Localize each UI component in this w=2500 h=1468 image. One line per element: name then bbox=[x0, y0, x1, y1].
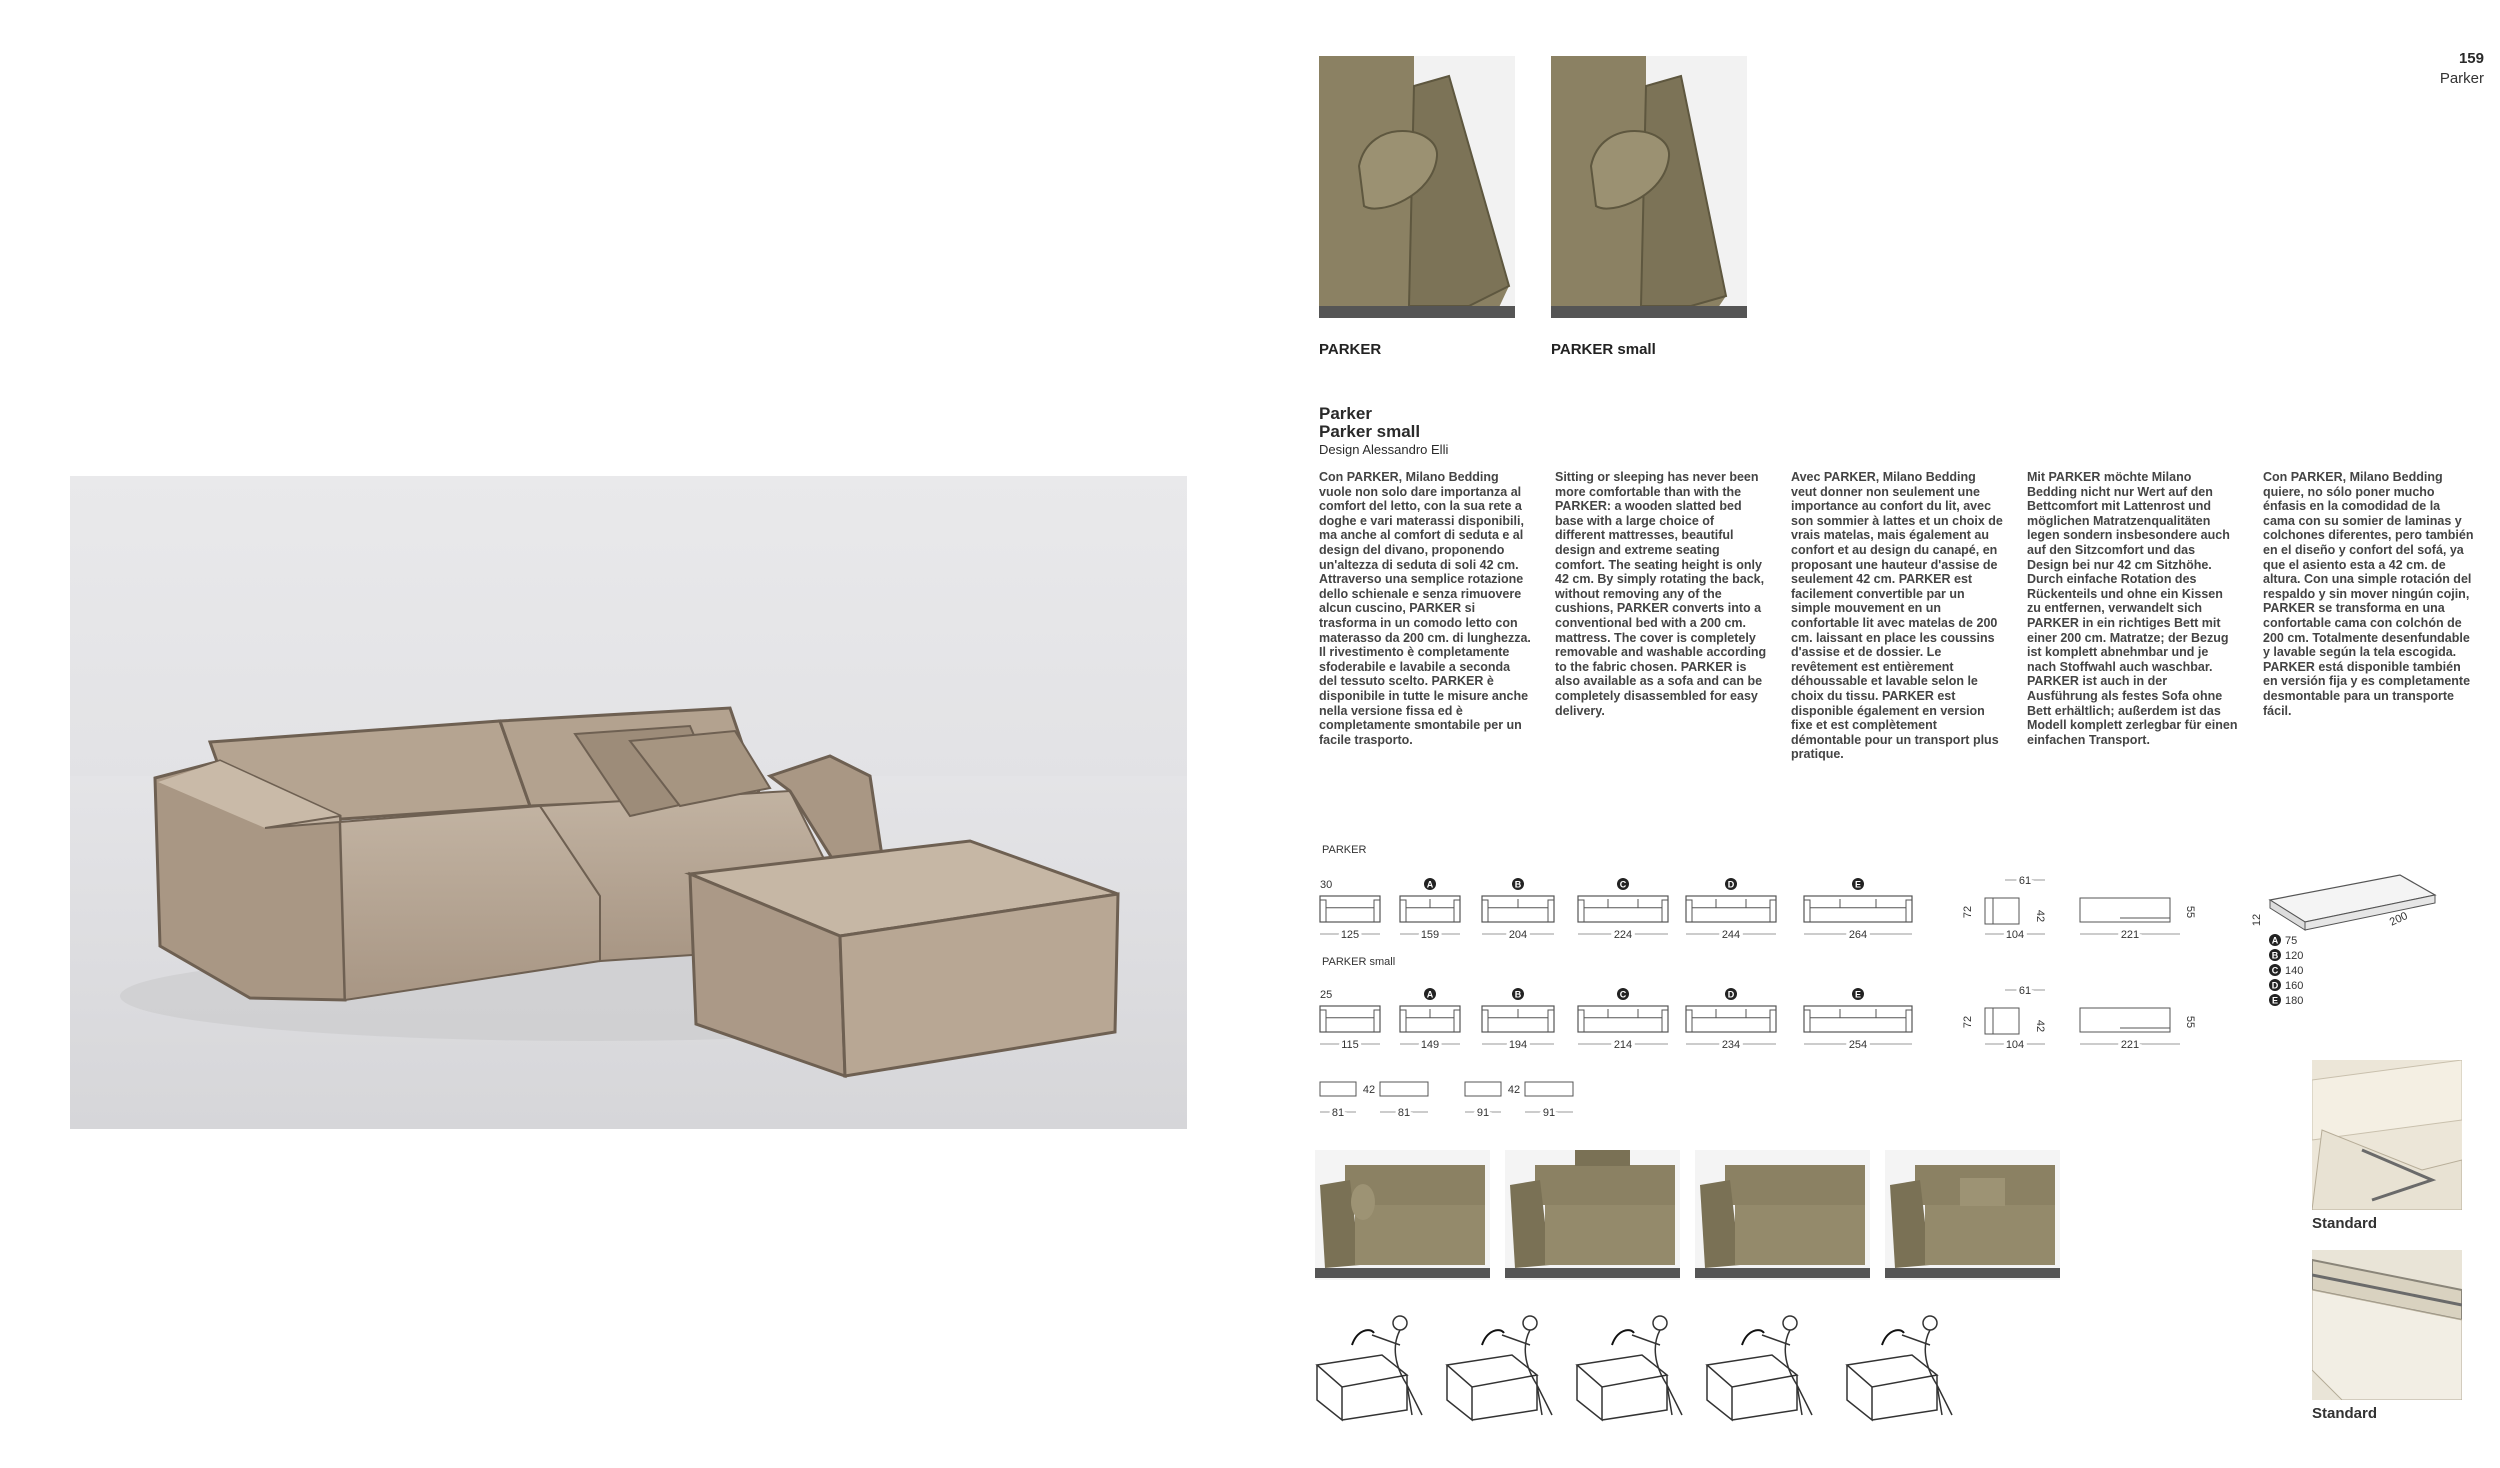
arm-right bbox=[1374, 1010, 1380, 1032]
config-pillow bbox=[1351, 1184, 1375, 1220]
step-arrow bbox=[1482, 1330, 1504, 1345]
config-photo-1 bbox=[1315, 1150, 1490, 1280]
product-title: Parker bbox=[1319, 404, 1372, 423]
mechanism-photo-1 bbox=[2312, 1060, 2462, 1210]
size-badge-letter: A bbox=[1426, 879, 1434, 890]
designer-credit: Design Alessandro Elli bbox=[1319, 442, 1449, 457]
mattress-width-value: 75 bbox=[2285, 935, 2298, 947]
dim-label-parker-small: PARKER small bbox=[1322, 956, 1396, 968]
sofa-outline bbox=[1320, 1006, 1380, 1032]
mattress-width-badge-letter: C bbox=[2271, 965, 2279, 976]
width-dim: 194 bbox=[1508, 1039, 1528, 1051]
thumb-parker-caption: PARKER bbox=[1319, 341, 1382, 358]
text-column-de: Mit PARKER möchte Milano Bedding nicht nur Wert auf den Bettcomfort mit Lattenrost und möglichen Matratzenqualitäten legen sondern insbesondere auch auf den Sitzcomfort und das Design bei nur 42 cm Sitzhöhe. Durch einfache Rotation des Rückenteils und ohne ein Kissen zu entfernen, verwandelt sich PARKER in ein richtiges Bett mit einer 200 cm. Matratze; der Bezug ist komplett abnehmbar und je nach Stoffwahl auch waschbar. PARKER ist auch in der Ausführung als festes Sofa ohne Bett erhältlich; außerdem ist das Modell komplett zerlegbar für einen einfachen Transport. bbox=[2027, 470, 2238, 747]
opening-steps-illustrations bbox=[1312, 1305, 2012, 1425]
config-back bbox=[1725, 1165, 1865, 1205]
width-dim: 204 bbox=[1508, 929, 1528, 941]
side-height-dim: 72 bbox=[1962, 1015, 1974, 1029]
sofa-outline bbox=[1578, 896, 1668, 922]
config-headrest bbox=[1575, 1150, 1630, 1166]
side-back bbox=[1985, 1008, 1993, 1034]
side-back bbox=[1985, 898, 1993, 924]
mattress-width-badge-letter: D bbox=[2271, 980, 2279, 991]
arm-right bbox=[1662, 900, 1668, 922]
ottoman-depth-dim: 81 bbox=[1397, 1107, 1411, 1119]
step-person-head bbox=[1523, 1316, 1537, 1330]
config-seat bbox=[1355, 1205, 1485, 1265]
arm-left bbox=[1686, 1010, 1692, 1032]
mattress-width-badge-letter: E bbox=[2271, 995, 2279, 1006]
side-view bbox=[1985, 898, 2019, 924]
arm-left bbox=[1578, 1010, 1584, 1032]
step-illustration-4 bbox=[1707, 1316, 1812, 1420]
step-sofa-side bbox=[1847, 1365, 1872, 1420]
step-sofa-side bbox=[1577, 1365, 1602, 1420]
armrest-detail-image bbox=[1319, 56, 1515, 318]
config-photo-2 bbox=[1505, 1150, 1680, 1280]
dim-label-parker: PARKER bbox=[1322, 844, 1367, 856]
mattress-length: 200 bbox=[2387, 909, 2410, 929]
arm-right bbox=[1770, 900, 1776, 922]
size-badge-letter: D bbox=[1727, 989, 1735, 1000]
arm-left bbox=[1320, 900, 1326, 922]
step-sofa-side bbox=[1317, 1365, 1342, 1420]
width-dim: 234 bbox=[1721, 1039, 1741, 1051]
ottoman-width-dim: 91 bbox=[1476, 1107, 1490, 1119]
sofa-outline bbox=[1578, 1006, 1668, 1032]
step-person-head bbox=[1653, 1316, 1667, 1330]
ottoman-side bbox=[1525, 1082, 1573, 1096]
back-dim: 61 bbox=[2018, 985, 2032, 997]
step-illustration-3 bbox=[1577, 1316, 1682, 1420]
configuration-photos bbox=[1315, 1150, 2075, 1285]
step-person-body bbox=[1372, 1330, 1422, 1415]
config-seat bbox=[1735, 1205, 1865, 1265]
mechanism-standard-image bbox=[2312, 1060, 2462, 1210]
step-illustration-5 bbox=[1847, 1316, 1952, 1420]
config-base bbox=[1315, 1268, 1490, 1278]
sofa-outline bbox=[1804, 896, 1912, 922]
mattress-diagram bbox=[2240, 870, 2440, 1020]
step-arrow bbox=[1742, 1330, 1764, 1345]
step-sofa-side bbox=[1447, 1365, 1472, 1420]
step-arrow bbox=[1882, 1330, 1904, 1345]
mechanism-label-1: Standard bbox=[2312, 1215, 2378, 1232]
arm-left bbox=[1804, 900, 1810, 922]
ottoman-side bbox=[1380, 1082, 1428, 1096]
hero-photo bbox=[70, 476, 1187, 1129]
size-badge-letter: C bbox=[1619, 989, 1627, 1000]
arm-right bbox=[1662, 1010, 1668, 1032]
sofa-outline bbox=[1320, 896, 1380, 922]
arm-left bbox=[1482, 900, 1488, 922]
width-dim: 244 bbox=[1721, 929, 1741, 941]
config-base bbox=[1505, 1268, 1680, 1278]
mattress-width-value: 160 bbox=[2285, 980, 2304, 992]
depth-dim: 104 bbox=[2005, 929, 2025, 941]
ottoman-dims bbox=[1320, 1082, 1573, 1119]
arm-right bbox=[1906, 900, 1912, 922]
ottoman-top bbox=[1320, 1082, 1356, 1096]
arm-left bbox=[1686, 900, 1692, 922]
arm-left bbox=[1320, 1010, 1326, 1032]
bed-height-dim: 55 bbox=[2184, 1015, 2196, 1029]
step-arrow bbox=[1612, 1330, 1634, 1345]
step-sofa-side bbox=[1707, 1365, 1732, 1420]
width-dim: 214 bbox=[1613, 1039, 1633, 1051]
width-dim: 115 bbox=[1341, 1039, 1359, 1051]
ottoman-width-dim: 81 bbox=[1331, 1107, 1345, 1119]
config-base bbox=[1885, 1268, 2060, 1278]
size-badge-letter: B bbox=[1514, 989, 1522, 1000]
text-column-fr: Avec PARKER, Milano Bedding veut donner non seulement une importance au confort du lit, avec son sommier à lattes et un choix de vrais matelas, mais également au confort et au design du canapé, en proposant une hauteur d'assise de seulement 42 cm. PARKER est facilement convertible par un simple mouvement en un confortable lit avec matelas de 200 cm. laissant en place les coussins d'assise et de dossier. Le revêtement est entièrement déhoussable et lavable selon le choix du tissu. PARKER est disponible également en version fixe et est complètement démontable pour un transport plus pratique. bbox=[1791, 470, 2003, 762]
config-back bbox=[1535, 1165, 1675, 1205]
mechanism-frame-image bbox=[2312, 1250, 2462, 1400]
step-person-body bbox=[1502, 1330, 1552, 1415]
ottoman-height-dim: 42 bbox=[1507, 1084, 1521, 1096]
armrest-dim: 25 bbox=[1320, 989, 1333, 1001]
arm-left bbox=[1804, 1010, 1810, 1032]
bed-length-dim: 221 bbox=[2120, 1039, 2140, 1051]
armrest-dim: 30 bbox=[1320, 879, 1333, 891]
bed-height-dim: 55 bbox=[2184, 905, 2196, 919]
step-sofa-top bbox=[1317, 1355, 1407, 1387]
sofa-outline bbox=[1686, 1006, 1776, 1032]
mattress-width-value: 180 bbox=[2285, 995, 2304, 1007]
ottoman-top bbox=[1465, 1082, 1501, 1096]
step-sofa-top bbox=[1707, 1355, 1797, 1387]
mechanism-label-2: Standard bbox=[2312, 1405, 2378, 1422]
arm-left bbox=[1400, 1010, 1406, 1032]
width-dim: 159 bbox=[1420, 929, 1440, 941]
bed-length-dim: 221 bbox=[2120, 929, 2140, 941]
sofa-outline bbox=[1804, 1006, 1912, 1032]
sofa-outline bbox=[1686, 896, 1776, 922]
size-badge-letter: E bbox=[1854, 879, 1862, 890]
mattress-width-value: 120 bbox=[2285, 950, 2304, 962]
step-person-head bbox=[1783, 1316, 1797, 1330]
side-view bbox=[1985, 1008, 2019, 1034]
ottoman-height-dim: 42 bbox=[1362, 1084, 1376, 1096]
arm-left bbox=[1400, 900, 1406, 922]
width-dim: 149 bbox=[1420, 1039, 1440, 1051]
size-badge-letter: E bbox=[1854, 989, 1862, 1000]
size-badge-letter: C bbox=[1619, 879, 1627, 890]
arm-right bbox=[1548, 1010, 1554, 1032]
text-column-es: Con PARKER, Milano Bedding quiere, no sólo poner mucho énfasis en la comodidad de la cama con su somier de laminas y colchones diferentes, pero también en el diseño y confort del sofá, ya que el asiento esta a 42 cm. de altura. Con una simple rotación del respaldo y sin mover ningún cojin, PARKER se transforma en una confortable cama con colchón de 200 cm. Totalmente desenfundable y lavable según la tela escogida. PARKER está disponible también en versión fija y es completamente desmontable para un transporte fácil. bbox=[2263, 470, 2474, 718]
step-sofa-top bbox=[1447, 1355, 1537, 1387]
mattress-width-value: 140 bbox=[2285, 965, 2304, 977]
step-person-head bbox=[1923, 1316, 1937, 1330]
arm-left bbox=[1578, 900, 1584, 922]
step-sofa-top bbox=[1847, 1355, 1937, 1387]
text-column-it: Con PARKER, Milano Bedding vuole non solo dare importanza al comfort del letto, con la sua rete a doghe e vari materassi disponibili, ma anche al comfort di seduta e al design del divano, proponendo un'altezza di seduta di soli 42 cm. Attraverso una semplice rotazione dello schienale e senza rimuovere alcun cuscino, PARKER si trasforma in un comodo letto con materasso da 200 cm. di lunghezza. Il rivestimento è completamente sfoderabile e lavabile a seconda del tessuto scelto. PARKER è disponibile in tutte le misure anche nella versione fissa ed è completamente smontabile per un facile trasporto. bbox=[1319, 470, 1531, 747]
product-subtitle: Parker small bbox=[1319, 422, 1421, 441]
thumb-parker bbox=[1319, 56, 1515, 318]
width-dim: 254 bbox=[1848, 1039, 1868, 1051]
mechanism-photo-2 bbox=[2312, 1250, 2462, 1400]
width-dim: 224 bbox=[1613, 929, 1633, 941]
arm-right bbox=[1374, 900, 1380, 922]
arm-right bbox=[1548, 900, 1554, 922]
config-base bbox=[1695, 1268, 1870, 1278]
step-person-head bbox=[1393, 1316, 1407, 1330]
config-photo-4 bbox=[1885, 1150, 2060, 1280]
step-person-body bbox=[1632, 1330, 1682, 1415]
step-person-body bbox=[1902, 1330, 1952, 1415]
thumb-parker-small bbox=[1551, 56, 1747, 318]
arm-right bbox=[1906, 1010, 1912, 1032]
config-cushion bbox=[1960, 1178, 2005, 1206]
step-person-body bbox=[1762, 1330, 1812, 1415]
size-badge-letter: B bbox=[1514, 879, 1522, 890]
sofa-with-ottoman-illustration bbox=[70, 476, 1187, 1129]
mattress-width-badge-letter: A bbox=[2271, 935, 2279, 946]
size-badge-letter: A bbox=[1426, 989, 1434, 1000]
size-badge-letter: D bbox=[1727, 879, 1735, 890]
dim-row-parker bbox=[1320, 875, 2196, 941]
running-title: Parker bbox=[2439, 70, 2484, 87]
arm-right bbox=[1454, 900, 1460, 922]
config-seat bbox=[1925, 1205, 2055, 1265]
step-arrow bbox=[1352, 1330, 1374, 1345]
step-illustration-2 bbox=[1447, 1316, 1552, 1420]
dim-row-parker-small bbox=[1320, 985, 2196, 1051]
mattress-width-badge-letter: B bbox=[2271, 950, 2279, 961]
ottoman-depth-dim: 91 bbox=[1542, 1107, 1556, 1119]
step-sofa-top bbox=[1577, 1355, 1667, 1387]
seat-height-dim: 42 bbox=[2034, 1019, 2046, 1033]
back-dim: 61 bbox=[2018, 875, 2032, 887]
mattress-thickness: 12 bbox=[2251, 913, 2263, 927]
width-dim: 264 bbox=[1848, 929, 1868, 941]
arm-right bbox=[1770, 1010, 1776, 1032]
seat-height-dim: 42 bbox=[2034, 909, 2046, 923]
thumb-parker-small-caption: PARKER small bbox=[1551, 341, 1656, 358]
config-seat bbox=[1545, 1205, 1675, 1265]
armrest-detail-small-image bbox=[1551, 56, 1747, 318]
step-illustration-1 bbox=[1317, 1316, 1422, 1420]
width-dim: 125 bbox=[1340, 929, 1360, 941]
arm-left bbox=[1482, 1010, 1488, 1032]
text-column-en: Sitting or sleeping has never been more comfortable than with the PARKER: a wooden slatted bed base with a large choice of different mattresses, beautiful design and extreme seating comfort. The seating height is only 42 cm. By simply rotating the back, without removing any of the cushions, PARKER converts into a conventional bed with a 200 cm. mattress. The cover is completely removable and washable according to the fabric chosen. PARKER is also available as a sofa and can be completely disassembled for easy delivery. bbox=[1555, 470, 1767, 718]
config-photo-3 bbox=[1695, 1150, 1870, 1280]
depth-dim: 104 bbox=[2005, 1039, 2025, 1051]
side-height-dim: 72 bbox=[1962, 905, 1974, 919]
arm-right bbox=[1454, 1010, 1460, 1032]
page-number: 159 bbox=[2458, 50, 2484, 67]
